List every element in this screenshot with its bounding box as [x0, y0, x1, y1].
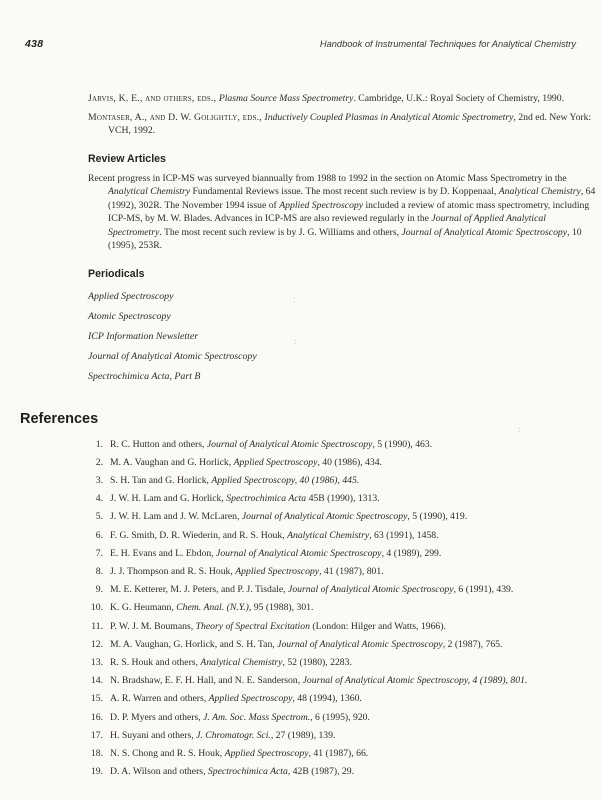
reference-item	[78, 565, 601, 578]
reference-citation	[110, 711, 370, 724]
running-title: Handbook of Instrumental Techniques for Analytical Chemistry	[319, 39, 576, 49]
text-segment: Journal of Analytical Atomic Spectroscopy	[241, 511, 408, 523]
text-segment: , 6 (1995), 920.	[310, 711, 370, 723]
reference-number: 17.	[90, 729, 103, 741]
reference-number: 15.	[90, 693, 103, 705]
text-segment: , 40 (1986), 434.	[317, 456, 383, 468]
periodical-item: Journal of Analytical Atomic Spectroscopy	[88, 350, 257, 362]
bibliography-entry	[88, 92, 593, 105]
periodical-item: ICP Information Newsletter	[88, 330, 199, 342]
reference-item	[78, 583, 601, 596]
text-segment: J. J. Thompson and R. S. Houk,	[110, 566, 236, 578]
reference-item	[78, 747, 601, 760]
reference-item	[78, 674, 601, 687]
text-segment: , 5 (1990), 463.	[372, 438, 433, 450]
reference-citation	[110, 638, 502, 651]
text-segment: , 27 (1989), 139.	[270, 729, 336, 741]
running-head	[25, 38, 576, 50]
text-segment: Journal of Analytical Atomic Spectroscopy	[401, 226, 568, 238]
periodical-item: Spectrochimica Acta, Part B	[88, 370, 201, 382]
text-segment: Plasma Source Mass Spectrometry	[218, 93, 354, 104]
reference-number: 2.	[95, 456, 103, 468]
text-segment: , 41 (1987), 66.	[308, 748, 369, 760]
text-segment: Theory of Spectral Excitation	[195, 620, 310, 632]
text-segment: , 4 (1989), 299.	[381, 547, 442, 559]
reference-item	[78, 711, 601, 724]
text-segment: S. H. Tan and G. Horlick,	[110, 475, 212, 487]
text-segment: , 42B (1987), 29.	[287, 766, 355, 778]
reference-item	[78, 601, 601, 614]
text-segment: Inductively Coupled Plasmas in Analytical Atomic Spectrometry	[264, 112, 514, 124]
text-segment: Analytical Chemistry	[108, 186, 191, 198]
text-segment: K. G. Heumann,	[110, 602, 177, 614]
text-segment: A. R. Warren and others,	[110, 693, 209, 705]
scan-speck: :	[518, 424, 521, 434]
text-segment: Applied Spectroscopy	[208, 693, 293, 705]
text-segment: Analytical Chemistry	[498, 186, 581, 198]
text-segment: , 52 (1980), 2283.	[282, 657, 352, 669]
text-segment: , 2 (1987), 765.	[442, 638, 503, 650]
reference-citation	[110, 438, 432, 451]
page-number: 438	[25, 38, 44, 50]
reference-number: 9.	[95, 584, 103, 596]
reference-citation	[110, 529, 439, 542]
text-segment: Journal of Analytical Atomic Spectroscopy	[277, 638, 443, 650]
text-segment: , 95 (1988), 301.	[248, 602, 314, 614]
reference-citation	[110, 729, 335, 742]
text-segment: N. S. Chong and R. S. Houk,	[110, 748, 225, 760]
reference-number: 6.	[95, 529, 103, 541]
text-segment: R. C. Hutton and others,	[110, 438, 207, 450]
text-segment: R. S. Houk and others,	[110, 657, 201, 669]
periodical-item: Applied Spectroscopy	[88, 290, 174, 302]
text-segment: Journal of Analytical Atomic Spectroscopy	[216, 547, 382, 559]
periodicals-heading: Periodicals	[88, 267, 145, 280]
text-segment: , 6 (1991), 439.	[453, 584, 514, 596]
reference-number: 16.	[90, 711, 103, 723]
reference-number: 4.	[95, 493, 103, 505]
reference-item	[78, 510, 601, 523]
text-segment: Journal of Analytical Atomic Spectroscopy	[206, 438, 373, 450]
text-segment: P. W. J. M. Boumans,	[110, 620, 196, 632]
text-segment: Applied Spectroscopy	[235, 566, 320, 578]
text-segment: Applied Spectroscopy	[224, 748, 309, 760]
text-segment: N. Bradshaw, E. F. H. Hall, and N. E. Sanderson,	[110, 675, 303, 687]
reference-citation	[110, 765, 354, 778]
text-segment: Jarvis, K. E., and others, eds.,	[88, 93, 219, 104]
reference-number: 10.	[90, 602, 103, 614]
text-segment: Spectrochimica Acta	[207, 766, 288, 778]
reference-number: 3.	[95, 475, 103, 487]
text-segment: D. A. Wilson and others,	[110, 766, 208, 778]
reference-citation	[110, 510, 467, 523]
text-segment: H. Suyani and others,	[110, 729, 197, 741]
reference-number: 19.	[90, 766, 103, 778]
text-segment: , 5 (1990), 419.	[407, 511, 468, 523]
text-segment: 45B (1990), 1313.	[306, 493, 380, 505]
reference-number: 18.	[90, 748, 103, 760]
reference-citation	[110, 492, 380, 505]
text-segment: , 64 (1992), 302R. The November 1994 issue of	[108, 186, 596, 211]
reference-item	[78, 529, 601, 542]
bibliography-section	[88, 92, 593, 138]
text-segment: E. H. Evans and L. Ebdon,	[110, 547, 217, 559]
reference-item	[78, 656, 601, 669]
text-segment: J. Chromatogr. Sci.	[196, 729, 271, 741]
reference-citation	[110, 674, 527, 687]
text-segment: M. A. Vaughan and G. Horlick,	[110, 456, 234, 468]
reference-item	[78, 547, 601, 560]
text-segment: , 10 (1995), 253R.	[108, 226, 582, 252]
reference-item	[78, 456, 601, 469]
text-segment: Applied Spectroscopy	[233, 456, 318, 468]
reference-citation	[110, 747, 368, 760]
text-segment: Journal of Analytical Atomic Spectroscopy, 4 (1989), 801.	[302, 675, 528, 687]
text-segment: Analytical Chemistry	[287, 529, 370, 541]
text-segment: . Cambridge, U.K.: Royal Society of Chemistry, 1990.	[353, 93, 565, 104]
reference-citation	[110, 583, 513, 596]
scan-speck: :	[294, 336, 297, 346]
text-segment: . The most recent such review is by J. G. Williams and others,	[159, 226, 402, 238]
reference-citation	[110, 456, 382, 469]
text-segment: F. G. Smith, D. R. Wiederin, and R. S. Houk,	[110, 529, 288, 541]
reference-item	[78, 638, 601, 651]
text-segment: included a review of atomic mass spectrometry, including ICP-MS, by M. W. Blades. Advances in ICP-MS are also reviewed regularly in the	[108, 199, 590, 225]
review-articles-paragraph	[88, 172, 600, 253]
reference-number: 13.	[90, 657, 103, 669]
reference-citation	[110, 474, 359, 487]
reference-number: 7.	[95, 547, 103, 559]
reference-item	[78, 692, 601, 705]
text-segment: Journal of Applied Analytical Spectrometry	[108, 213, 546, 238]
text-segment: J. W. H. Lam and G. Horlick,	[110, 493, 227, 505]
text-segment: (London: Hilger and Watts, 1966).	[309, 620, 446, 632]
reference-number: 12.	[90, 638, 103, 650]
reference-number: 11.	[91, 620, 103, 632]
references-list	[78, 438, 601, 779]
periodicals-list	[88, 287, 601, 387]
text-segment: Applied Spectroscopy, 40 (1986), 445.	[211, 475, 360, 487]
reference-number: 8.	[95, 566, 103, 578]
reference-item	[78, 620, 601, 633]
text-segment: M. A. Vaughan, G. Horlick, and S. H. Tan,	[110, 638, 278, 650]
review-articles-heading: Review Articles	[88, 152, 166, 165]
text-segment: Chem. Anal. (N.Y.)	[176, 602, 249, 614]
reference-number: 14.	[90, 675, 103, 687]
reference-citation	[110, 620, 446, 633]
reference-item	[78, 492, 601, 505]
reference-citation	[110, 601, 313, 614]
reference-citation	[110, 692, 362, 705]
reference-citation	[110, 565, 384, 578]
text-segment: , 48 (1994), 1360.	[292, 693, 362, 705]
reference-item	[78, 729, 601, 742]
text-segment: Applied Spectroscopy	[279, 199, 364, 211]
text-segment: Fundamental Reviews issue. The most recent such review is by D. Koppenaal,	[190, 186, 499, 198]
text-segment: Recent progress in ICP-MS was surveyed biannually from 1988 to 1992 in the section on Atomic Mass Spectrometry in the	[88, 172, 567, 184]
reference-citation	[110, 656, 352, 669]
reference-citation	[110, 547, 441, 560]
text-segment: , 63 (1991), 1458.	[369, 529, 439, 541]
text-segment: Analytical Chemistry	[200, 657, 283, 669]
reference-item	[78, 438, 601, 451]
text-segment: J. W. H. Lam and J. W. McLaren,	[110, 511, 242, 523]
reference-item	[78, 474, 601, 487]
text-segment: , 41 (1987), 801.	[319, 566, 384, 578]
text-segment: J. Am. Soc. Mass Spectrom.	[203, 711, 311, 723]
text-segment: Spectrochimica Acta	[226, 493, 307, 505]
bibliography-entry	[88, 111, 593, 137]
scan-speck: :	[293, 294, 296, 304]
text-segment: M. E. Ketterer, M. J. Peters, and P. J. Tisdale,	[110, 584, 289, 596]
reference-number: 5.	[95, 511, 103, 523]
references-heading: References	[20, 410, 99, 427]
reference-item	[78, 765, 601, 778]
text-segment: Montaser, A., and D. W. Golightly, eds.,	[88, 112, 265, 124]
text-segment: D. P. Myers and others,	[110, 711, 204, 723]
text-segment: , 2nd ed. New York: VCH, 1992.	[108, 112, 592, 137]
reference-number: 1.	[95, 438, 103, 450]
periodical-item: Atomic Spectroscopy	[88, 310, 171, 322]
text-segment: Journal of Analytical Atomic Spectroscopy	[288, 584, 454, 596]
